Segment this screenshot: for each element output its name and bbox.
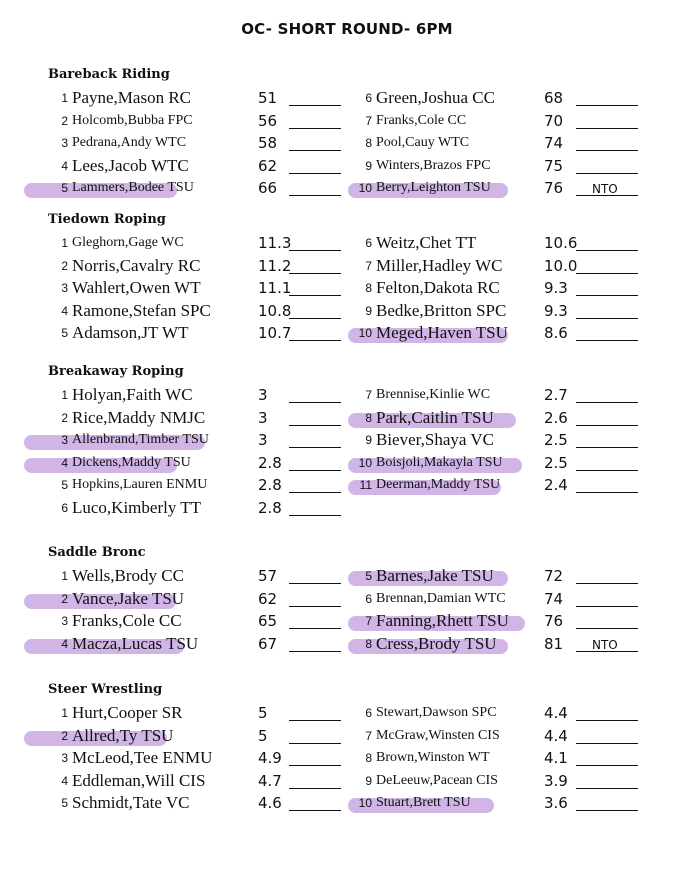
- contestant-name: Stewart,Dawson SPC: [376, 705, 497, 720]
- contestant-name: Biever,Shaya VC: [376, 430, 494, 450]
- blank-line: [576, 583, 638, 584]
- entry-number: 9: [365, 303, 372, 318]
- entry-number: 3: [61, 433, 68, 448]
- blank-line: [289, 628, 341, 629]
- blank-line: [289, 470, 341, 471]
- entry-number: 3: [61, 614, 68, 629]
- blank-line: [289, 173, 341, 174]
- entry-number: 1: [61, 91, 68, 105]
- entry-number: 5: [61, 796, 68, 811]
- contestant-score: 4.4: [544, 726, 568, 745]
- contestant-score: 74: [544, 589, 564, 608]
- entry-number: 2: [61, 410, 68, 425]
- contestant-name: Hurt,Cooper SR: [72, 703, 183, 722]
- contestant-score: 9.3: [544, 279, 568, 298]
- contestant-score: 2.8: [258, 476, 282, 495]
- blank-line: [289, 765, 341, 766]
- contestant-score: 3.6: [544, 794, 568, 813]
- contestant-name: Vance,Jake TSU: [72, 588, 185, 608]
- contestant-name: Park,Caitlin TSU: [376, 407, 494, 427]
- blank-line: [289, 515, 341, 516]
- contestant-name: Brennise,Kinlie WC: [376, 387, 491, 402]
- contestant-score: 11.3: [258, 234, 292, 252]
- entry-number: 6: [365, 706, 372, 720]
- blank-line: [576, 105, 638, 106]
- contestant-name: Adamson,JT WT: [72, 323, 189, 343]
- entry-number: 8: [365, 136, 372, 151]
- entry-number: 2: [61, 591, 68, 606]
- contestant-name: Wahlert,Owen WT: [72, 278, 201, 298]
- contestant-name: Lammers,Bodee TSU: [72, 180, 194, 196]
- blank-line: [576, 743, 638, 744]
- blank-line: [289, 447, 341, 448]
- contestant-score: 5: [258, 704, 268, 722]
- contestant-name: Macza,Lucas TSU: [72, 633, 199, 653]
- entry-number: 3: [61, 136, 68, 151]
- entry-number: 4: [61, 455, 68, 470]
- contestant-score: 3: [258, 408, 268, 427]
- contestant-score: 5: [258, 726, 268, 745]
- contestant-name: Eddleman,Will CIS: [72, 770, 206, 790]
- blank-line: [576, 250, 638, 251]
- contestant-name: Luco,Kimberly TT: [72, 498, 202, 517]
- contestant-name: Schmidt,Tate VC: [72, 793, 190, 813]
- contestant-score: 62: [258, 589, 278, 608]
- contestant-score: 2.5: [544, 453, 568, 472]
- contestant-score: 2.8: [258, 499, 282, 517]
- contestant-name: Fanning,Rhett TSU: [376, 611, 509, 631]
- entry-number: 5: [365, 569, 372, 583]
- contestant-score: 10.7: [258, 324, 292, 343]
- contestant-name: Payne,Mason RC: [72, 88, 191, 107]
- contestant-name: Ramone,Stefan SPC: [72, 300, 211, 320]
- contestant-name: Rice,Maddy NMJC: [72, 407, 206, 427]
- entry-number: 1: [61, 569, 68, 583]
- contestant-score: 76: [544, 612, 564, 631]
- entry-number: 4: [61, 158, 68, 173]
- entry-number: 6: [365, 91, 372, 105]
- contestant-score: 9.3: [544, 301, 568, 320]
- blank-line: [576, 720, 638, 721]
- entry-number: 9: [365, 433, 372, 448]
- contestant-score: 56: [258, 111, 278, 130]
- contestant-score: 68: [544, 89, 564, 107]
- blank-line: [576, 128, 638, 129]
- contestant-score: 81: [544, 634, 564, 653]
- contestant-name: Dickens,Maddy TSU: [72, 454, 191, 470]
- blank-line: [576, 447, 638, 448]
- contestant-name: Pool,Cauy WTC: [376, 135, 470, 151]
- entry-number: 8: [365, 281, 372, 296]
- entry-number: 2: [61, 258, 68, 273]
- entry-number: 9: [365, 773, 372, 788]
- contestant-name: McGraw,Winsten CIS: [376, 727, 500, 743]
- contestant-name: Pedrana,Andy WTC: [72, 135, 187, 151]
- contestant-name: Bedke,Britton SPC: [376, 300, 507, 320]
- blank-line: [289, 606, 341, 607]
- contestant-score: 3.9: [544, 771, 568, 790]
- entry-number: 7: [365, 258, 372, 273]
- contestant-score: 72: [544, 567, 564, 585]
- contestant-name: Lees,Jacob WTC: [72, 155, 189, 175]
- entry-number: 10: [358, 326, 372, 341]
- contestant-score: 4.6: [258, 794, 282, 813]
- blank-line: [576, 425, 638, 426]
- blank-line: [289, 340, 341, 341]
- entry-number: 6: [61, 501, 68, 515]
- section-title: Tiedown Roping: [48, 212, 166, 227]
- entry-number: 5: [61, 326, 68, 341]
- page-title: OC- SHORT ROUND- 6PM: [241, 20, 453, 38]
- contestant-name: Miller,Hadley WC: [376, 255, 503, 275]
- section-title: Saddle Bronc: [48, 545, 146, 560]
- blank-line: [289, 583, 341, 584]
- entry-number: 1: [61, 236, 68, 250]
- entry-number: 10: [358, 796, 372, 811]
- blank-line: [576, 318, 638, 319]
- contestant-name: Green,Joshua CC: [376, 88, 495, 107]
- entry-number: 3: [61, 751, 68, 766]
- section-title: Steer Wrestling: [48, 682, 163, 697]
- contestant-score: 67: [258, 634, 278, 653]
- contestant-score: 70: [544, 111, 564, 130]
- contestant-name: Hopkins,Lauren ENMU: [72, 477, 208, 493]
- contestant-name: Meged,Haven TSU: [376, 323, 508, 343]
- entry-number: 5: [61, 478, 68, 493]
- contestant-name: Norris,Cavalry RC: [72, 255, 201, 275]
- entry-number: 6: [365, 236, 372, 250]
- contestant-name: Felton,Dakota RC: [376, 278, 500, 298]
- contestant-name: Franks,Cole CC: [376, 112, 467, 128]
- blank-line: [289, 720, 341, 721]
- entry-number: 10: [358, 455, 372, 470]
- entry-number: 11: [359, 478, 372, 493]
- contestant-score: 65: [258, 612, 278, 631]
- contestant-name: Holyan,Faith WC: [72, 385, 193, 404]
- section-title: Bareback Riding: [48, 67, 170, 82]
- contestant-score: 66: [258, 179, 278, 198]
- blank-line: [576, 788, 638, 789]
- contestant-score: 58: [258, 134, 278, 153]
- contestant-name: Cress,Brody TSU: [376, 633, 497, 653]
- blank-line: [289, 651, 341, 652]
- contestant-name: Boisjoli,Makayla TSU: [376, 454, 503, 470]
- entry-number: 7: [365, 388, 372, 402]
- entry-number: 4: [61, 303, 68, 318]
- contestant-score: 2.8: [258, 453, 282, 472]
- entry-number: 4: [61, 636, 68, 651]
- blank-line: [289, 273, 341, 274]
- contestant-score: 2.4: [544, 476, 568, 495]
- contestant-score: 4.7: [258, 771, 282, 790]
- blank-line: [576, 150, 638, 151]
- contestant-name: Berry,Leighton TSU: [376, 180, 491, 196]
- contestant-score: 3: [258, 431, 268, 450]
- contestant-name: Brennan,Damian WTC: [376, 590, 506, 606]
- blank-line: [576, 470, 638, 471]
- blank-line: [576, 402, 638, 403]
- blank-line: [289, 250, 341, 251]
- contestant-score: 10.0: [544, 256, 578, 275]
- blank-line: [576, 273, 638, 274]
- contestant-score: 11.2: [258, 256, 292, 275]
- contestant-score: 62: [258, 156, 278, 175]
- blank-line: [576, 340, 638, 341]
- blank-line: [289, 402, 341, 403]
- entry-number: 4: [61, 773, 68, 788]
- contestant-score: 76: [544, 179, 564, 198]
- contestant-name: Winters,Brazos FPC: [376, 157, 491, 173]
- contestant-name: Brown,Winston WT: [376, 750, 490, 766]
- entry-number: 1: [61, 388, 68, 402]
- blank-line: [289, 295, 341, 296]
- contestant-score: 51: [258, 89, 278, 107]
- contestant-name: DeLeeuw,Pacean CIS: [376, 772, 498, 788]
- contestant-score: 4.9: [258, 749, 282, 768]
- contestant-score: 3: [258, 386, 268, 404]
- blank-line: [576, 606, 638, 607]
- blank-line: [289, 318, 341, 319]
- blank-line: [576, 173, 638, 174]
- contestant-name: Allred,Ty TSU: [72, 725, 174, 745]
- contestant-name: Stuart,Brett TSU: [376, 795, 471, 811]
- contestant-score: 8.6: [544, 324, 568, 343]
- blank-line: [289, 105, 341, 106]
- blank-line: [289, 743, 341, 744]
- blank-line: [289, 788, 341, 789]
- entry-number: 8: [365, 636, 372, 651]
- contestant-name: Franks,Cole CC: [72, 611, 182, 631]
- contestant-name: Wells,Brody CC: [72, 566, 184, 585]
- blank-line: [289, 492, 341, 493]
- note-label: NTO: [592, 637, 618, 652]
- entry-number: 5: [61, 181, 68, 196]
- note-label: NTO: [592, 182, 618, 197]
- entry-number: 8: [365, 410, 372, 425]
- blank-line: [576, 492, 638, 493]
- section-title: Breakaway Roping: [48, 364, 184, 379]
- contestant-score: 2.7: [544, 386, 568, 404]
- entry-number: 2: [61, 728, 68, 743]
- contestant-score: 4.4: [544, 704, 568, 722]
- entry-number: 1: [61, 706, 68, 720]
- contestant-score: 4.1: [544, 749, 568, 768]
- entry-number: 2: [61, 113, 68, 128]
- contestant-name: Gleghorn,Gage WC: [72, 235, 184, 250]
- blank-line: [289, 128, 341, 129]
- contestant-score: 74: [544, 134, 564, 153]
- entry-number: 3: [61, 281, 68, 296]
- entry-number: 7: [365, 728, 372, 743]
- contestant-name: Weitz,Chet TT: [376, 233, 477, 252]
- contestant-score: 2.6: [544, 408, 568, 427]
- entry-number: 7: [365, 614, 372, 629]
- contestant-name: Deerman,Maddy TSU: [376, 477, 501, 493]
- blank-line: [576, 810, 638, 811]
- blank-line: [289, 195, 341, 196]
- blank-line: [289, 425, 341, 426]
- contestant-score: 2.5: [544, 431, 568, 450]
- contestant-score: 11.1: [258, 279, 292, 298]
- contestant-name: Barnes,Jake TSU: [376, 566, 494, 585]
- blank-line: [289, 810, 341, 811]
- blank-line: [576, 765, 638, 766]
- blank-line: [576, 295, 638, 296]
- contestant-name: Holcomb,Bubba FPC: [72, 112, 193, 128]
- entry-number: 10: [358, 181, 372, 196]
- entry-number: 6: [365, 591, 372, 606]
- contestant-name: McLeod,Tee ENMU: [72, 748, 213, 768]
- contestant-score: 57: [258, 567, 278, 585]
- entry-number: 7: [365, 113, 372, 128]
- blank-line: [576, 628, 638, 629]
- contestant-name: Allenbrand,Timber TSU: [72, 432, 209, 448]
- entry-number: 8: [365, 751, 372, 766]
- blank-line: [289, 150, 341, 151]
- entry-number: 9: [365, 158, 372, 173]
- contestant-score: 75: [544, 156, 564, 175]
- contestant-score: 10.6: [544, 234, 578, 252]
- contestant-score: 10.8: [258, 301, 292, 320]
